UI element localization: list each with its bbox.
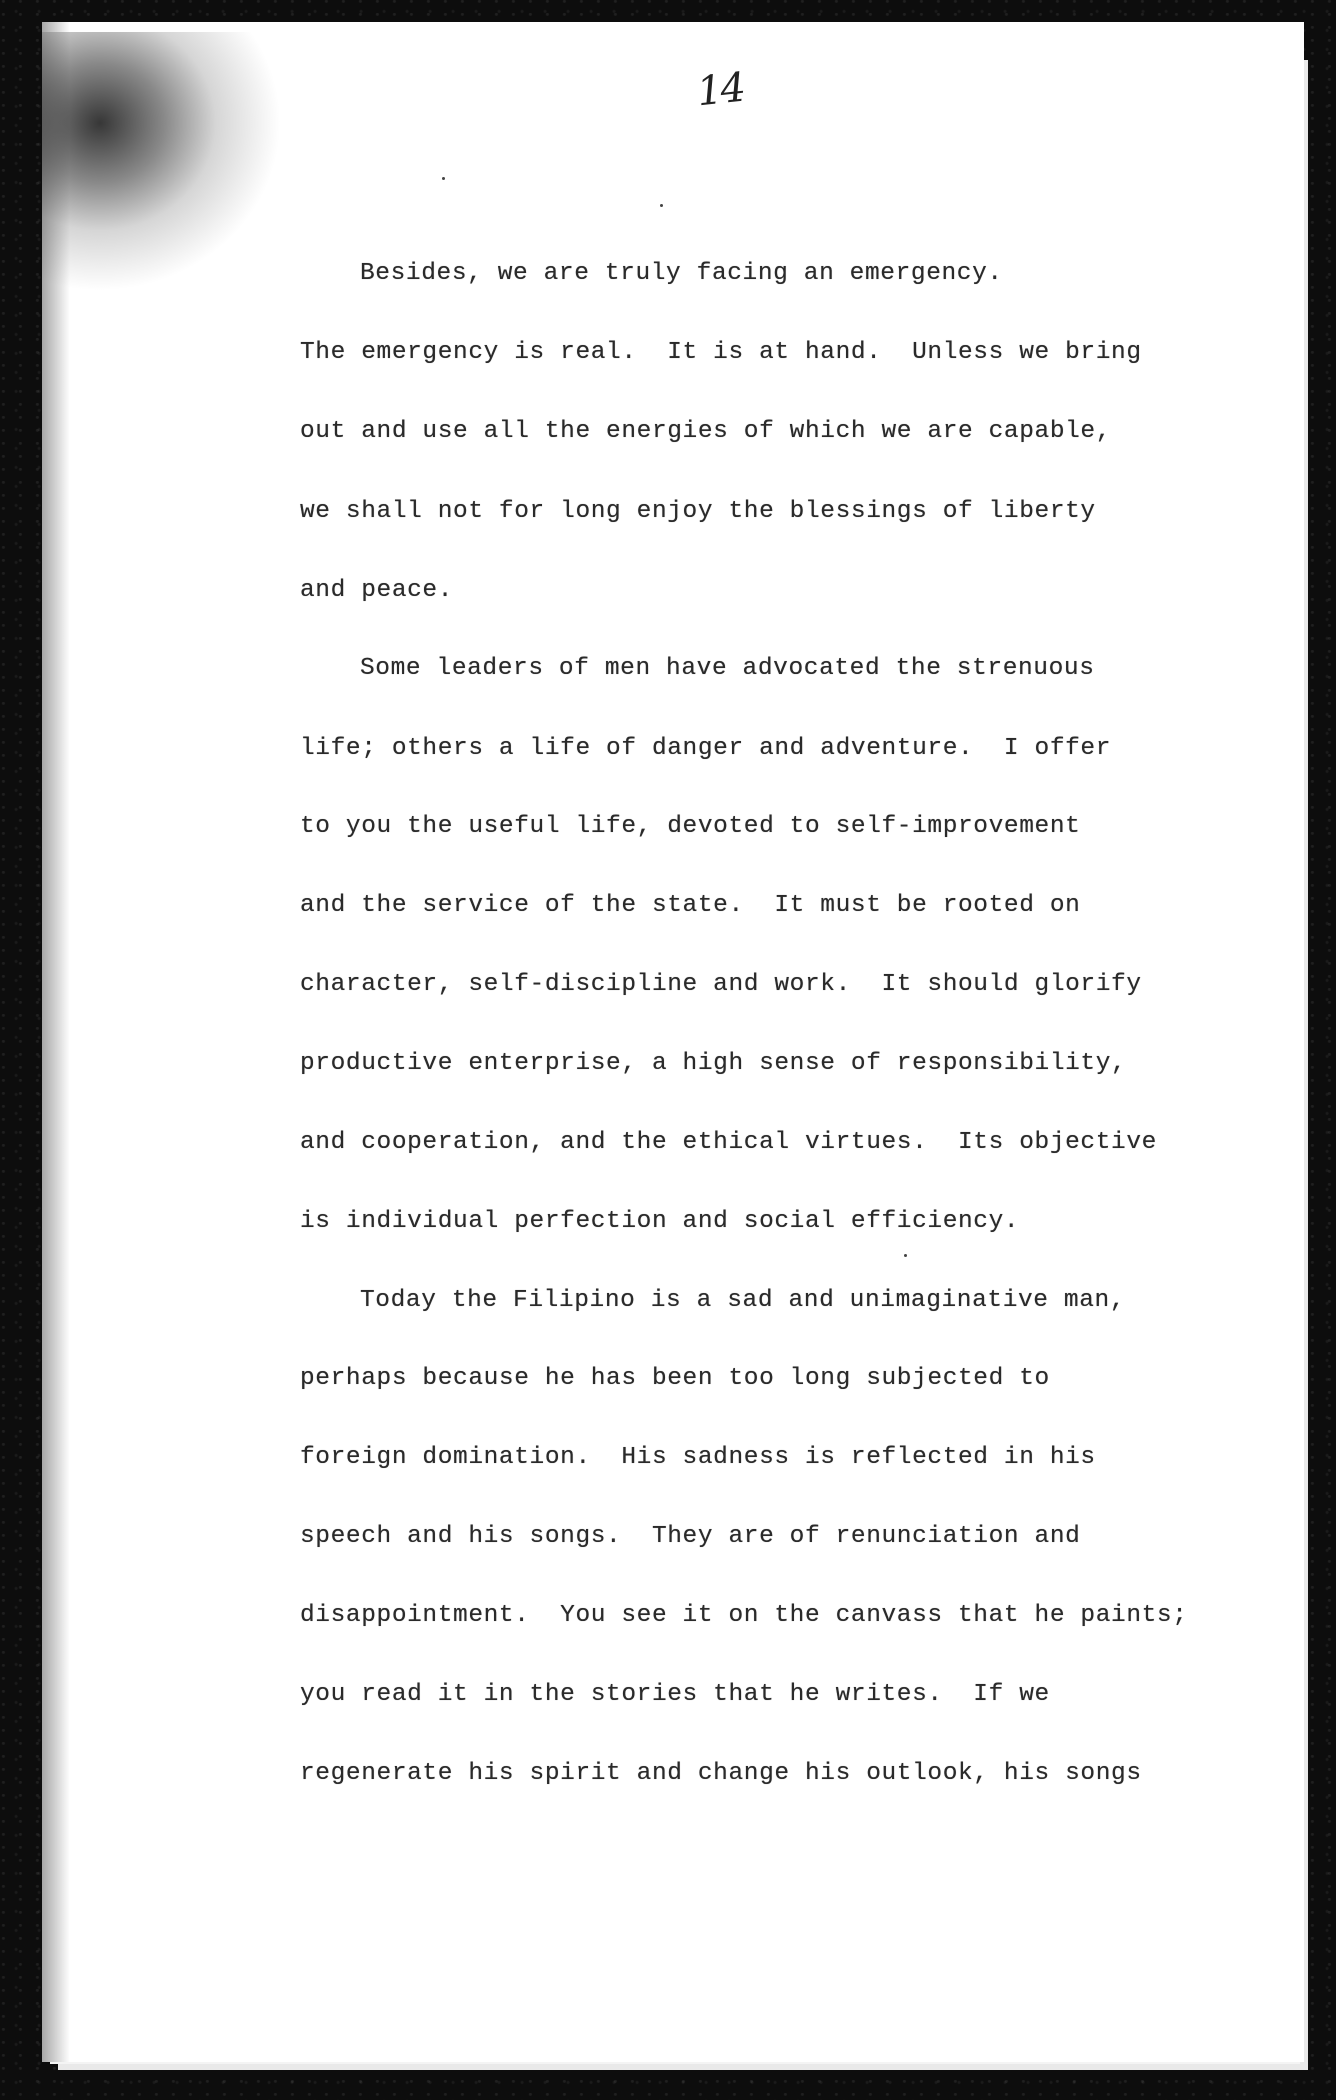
speck bbox=[904, 1254, 907, 1257]
text-line: The emergency is real. It is at hand. Unless we bring bbox=[300, 339, 1142, 366]
ink-smudge bbox=[42, 32, 282, 292]
text-line: Today the Filipino is a sad and unimaginative man, bbox=[360, 1287, 1126, 1314]
text-line: Some leaders of men have advocated the strenuous bbox=[360, 655, 1095, 682]
text-line: you read it in the stories that he writes. If we bbox=[300, 1681, 1050, 1708]
speck bbox=[442, 177, 445, 180]
text-line: out and use all the energies of which we are capable, bbox=[300, 418, 1112, 445]
text-line: and peace. bbox=[300, 577, 454, 604]
text-line: character, self-discipline and work. It should glorify bbox=[300, 971, 1142, 998]
document-page bbox=[42, 22, 1304, 2062]
text-line: is individual perfection and social efficiency. bbox=[300, 1208, 1020, 1235]
text-line: and cooperation, and the ethical virtues. Its objective bbox=[300, 1129, 1157, 1156]
text-line: we shall not for long enjoy the blessings of liberty bbox=[300, 498, 1096, 525]
text-line: and the service of the state. It must be rooted on bbox=[300, 892, 1081, 919]
text-line: to you the useful life, devoted to self-improvement bbox=[300, 813, 1081, 840]
page-number: 14 bbox=[694, 64, 747, 116]
text-line: speech and his songs. They are of renunciation and bbox=[300, 1523, 1081, 1550]
page-shadow bbox=[42, 22, 70, 2062]
speck bbox=[660, 204, 663, 207]
text-line: perhaps because he has been too long subjected to bbox=[300, 1365, 1050, 1392]
text-line: regenerate his spirit and change his outlook, his songs bbox=[300, 1760, 1142, 1787]
text-line: disappointment. You see it on the canvass that he paints; bbox=[300, 1602, 1188, 1629]
text-line: Besides, we are truly facing an emergency. bbox=[360, 260, 1003, 287]
text-line: life; others a life of danger and adventure. I offer bbox=[300, 735, 1112, 762]
text-line: foreign domination. His sadness is reflected in his bbox=[300, 1444, 1096, 1471]
text-line: productive enterprise, a high sense of responsibility, bbox=[300, 1050, 1127, 1077]
